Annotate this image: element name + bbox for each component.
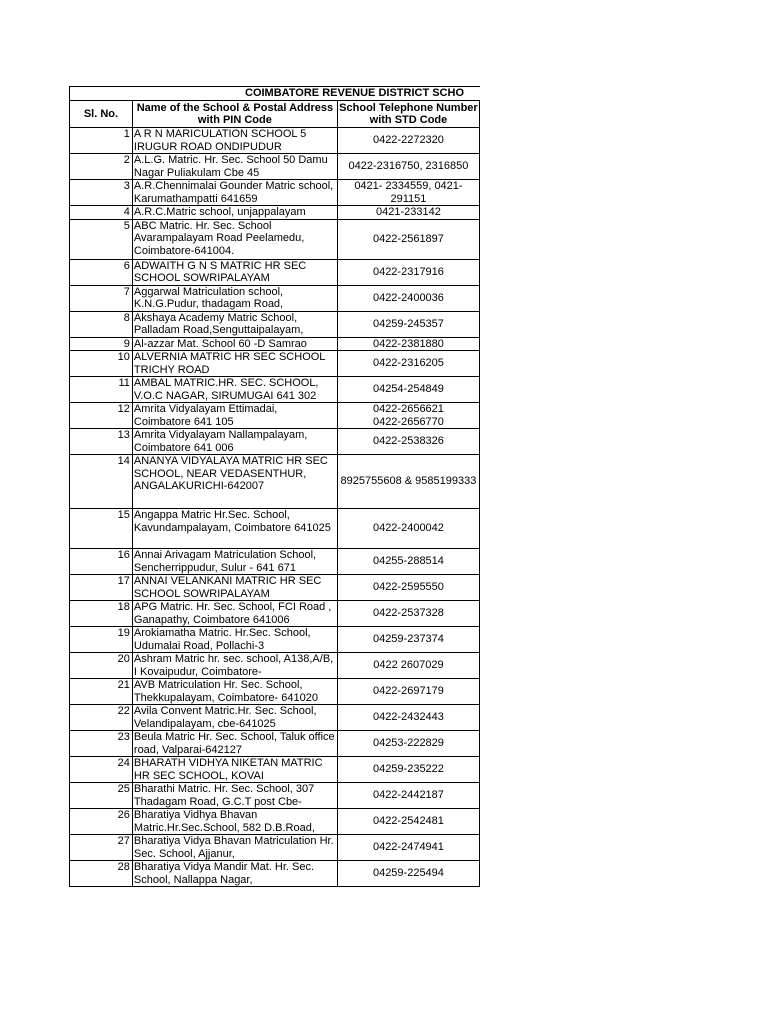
- row-sl-no: 28: [70, 861, 133, 887]
- table-row: [70, 128, 480, 154]
- table-row: [70, 206, 480, 220]
- row-school-name: A.L.G. Matric. Hr. Sec. School 50 Damu Nagar Puliakulam Cbe 45: [132, 154, 337, 180]
- row-school-name: Amrita Vidyalayam Nallampalayam, Coimbatore 641 006: [132, 429, 337, 455]
- table-row: [70, 757, 480, 783]
- row-school-name: Beula Matric Hr. Sec. School, Taluk office road, Valparai-642127: [132, 731, 337, 757]
- table-title: COIMBATORE REVENUE DISTRICT SCHO: [70, 87, 480, 101]
- row-sl-no: 24: [70, 757, 133, 783]
- table-row: [70, 285, 480, 311]
- row-sl-no: 19: [70, 627, 133, 653]
- table-row: [70, 154, 480, 180]
- table-row: [70, 259, 480, 285]
- table-row: [70, 509, 480, 549]
- row-sl-no: 26: [70, 809, 133, 835]
- row-telephone: 04253-222829: [337, 731, 479, 757]
- row-school-name: ANNAI VELANKANI MATRIC HR SEC SCHOOL SOWRIPALAYAM: [132, 575, 337, 601]
- row-sl-no: 15: [70, 509, 133, 549]
- row-telephone: 0421-233142: [337, 206, 479, 220]
- row-sl-no: 10: [70, 351, 133, 377]
- row-telephone: 0422-2317916: [337, 259, 479, 285]
- row-sl-no: 17: [70, 575, 133, 601]
- row-school-name: Akshaya Academy Matric School, Palladam Road,Senguttaipalayam,: [132, 311, 337, 337]
- row-sl-no: 11: [70, 377, 133, 403]
- table-row: [70, 311, 480, 337]
- row-sl-no: 3: [70, 180, 133, 206]
- row-telephone: 0421- 2334559, 0421-291151: [337, 180, 479, 206]
- row-telephone: 04254-254849: [337, 377, 479, 403]
- row-school-name: BHARATH VIDHYA NIKETAN MATRIC HR SEC SCHOOL, KOVAI: [132, 757, 337, 783]
- row-sl-no: 23: [70, 731, 133, 757]
- school-table: [69, 86, 480, 887]
- row-sl-no: 18: [70, 601, 133, 627]
- row-school-name: Ashram Matric hr. sec. school, A138,A/B, I Kovaipudur, Coimbatore-: [132, 653, 337, 679]
- table-row: [70, 219, 480, 259]
- row-sl-no: 4: [70, 206, 133, 220]
- row-telephone: 0422-2474941: [337, 835, 479, 861]
- row-school-name: Bharatiya Vidhya Bhavan Matric.Hr.Sec.School, 582 D.B.Road,: [132, 809, 337, 835]
- table-row: [70, 809, 480, 835]
- row-school-name: ADWAITH G N S MATRIC HR SEC SCHOOL SOWRIPALAYAM: [132, 259, 337, 285]
- row-sl-no: 27: [70, 835, 133, 861]
- row-telephone: 0422-2595550: [337, 575, 479, 601]
- row-school-name: APG Matric. Hr. Sec. School, FCI Road , Ganapathy, Coimbatore 641006: [132, 601, 337, 627]
- header-school-name: Name of the School & Postal Address with PIN Code: [132, 101, 337, 128]
- row-sl-no: 22: [70, 705, 133, 731]
- table-row: [70, 627, 480, 653]
- row-telephone: 0422-2400042: [337, 509, 479, 549]
- row-school-name: Al-azzar Mat. School 60 -D Samrao: [132, 337, 337, 351]
- row-telephone: 0422-2316205: [337, 351, 479, 377]
- table-row: [70, 601, 480, 627]
- table-row: [70, 377, 480, 403]
- table-row: [70, 835, 480, 861]
- row-school-name: AVB Matriculation Hr. Sec. School, Thekkupalayam, Coimbatore- 641020: [132, 679, 337, 705]
- row-school-name: Annai Arivagam Matriculation School, Sencherrippudur, Sulur - 641 671: [132, 549, 337, 575]
- table-body: [70, 128, 480, 887]
- row-sl-no: 6: [70, 259, 133, 285]
- row-school-name: Aggarwal Matriculation school, K.N.G.Pudur, thadagam Road,: [132, 285, 337, 311]
- row-telephone: 0422-2272320: [337, 128, 479, 154]
- row-school-name: Bharathi Matric. Hr. Sec. School, 307 Thadagam Road, G.C.T post Cbe-: [132, 783, 337, 809]
- row-sl-no: 13: [70, 429, 133, 455]
- table-row: [70, 705, 480, 731]
- row-telephone: 0422-2432443: [337, 705, 479, 731]
- row-telephone: 0422-2542481: [337, 809, 479, 835]
- row-telephone: 04259-235222: [337, 757, 479, 783]
- row-sl-no: 16: [70, 549, 133, 575]
- row-telephone: 0422-2537328: [337, 601, 479, 627]
- row-telephone: 04259-245357: [337, 311, 479, 337]
- row-sl-no: 8: [70, 311, 133, 337]
- row-school-name: A.R.Chennimalai Gounder Matric school, Karumathampatti 641659: [132, 180, 337, 206]
- row-school-name: AMBAL MATRIC.HR. SEC. SCHOOL, V.O.C NAGAR, SIRUMUGAI 641 302: [132, 377, 337, 403]
- table-row: [70, 861, 480, 887]
- header-sl-no: Sl. No.: [70, 101, 133, 128]
- row-telephone: 0422-2316750, 2316850: [337, 154, 479, 180]
- table-row: [70, 549, 480, 575]
- table-row: [70, 429, 480, 455]
- row-school-name: A R N MARICULATION SCHOOL 5 IRUGUR ROAD ONDIPUDUR: [132, 128, 337, 154]
- row-sl-no: 14: [70, 455, 133, 509]
- table-row: [70, 679, 480, 705]
- row-school-name: ABC Matric. Hr. Sec. School Avarampalayam Road Peelamedu, Coimbatore-641004.: [132, 219, 337, 259]
- row-school-name: A.R.C.Matric school, unjappalayam: [132, 206, 337, 220]
- row-telephone: 0422-2381880: [337, 337, 479, 351]
- row-telephone: 04259-225494: [337, 861, 479, 887]
- row-sl-no: 2: [70, 154, 133, 180]
- table-row: [70, 351, 480, 377]
- row-telephone: 0422 2607029: [337, 653, 479, 679]
- table-row: [70, 653, 480, 679]
- header-telephone: School Telephone Number with STD Code: [339, 101, 478, 126]
- row-telephone: 04259-237374: [337, 627, 479, 653]
- table-row: [70, 783, 480, 809]
- row-school-name: Arokiamatha Matric. Hr.Sec. School, Udumalai Road, Pollachi-3: [132, 627, 337, 653]
- table-row: [70, 575, 480, 601]
- row-telephone: 04255-288514: [337, 549, 479, 575]
- row-school-name: Avila Convent Matric.Hr. Sec. School, Velandipalayam, cbe-641025: [132, 705, 337, 731]
- row-telephone: 0422-2656621 0422-2656770: [337, 403, 479, 429]
- row-telephone: 0422-2442187: [337, 783, 479, 809]
- row-school-name: Bharatiya Vidya Bhavan Matriculation Hr. Sec. School, Ajjanur,: [132, 835, 337, 861]
- table-row: [70, 455, 480, 509]
- row-sl-no: 21: [70, 679, 133, 705]
- table-row: [70, 731, 480, 757]
- row-sl-no: 25: [70, 783, 133, 809]
- row-sl-no: 5: [70, 219, 133, 259]
- row-telephone: 0422-2697179: [337, 679, 479, 705]
- row-sl-no: 20: [70, 653, 133, 679]
- table-row: [70, 337, 480, 351]
- row-school-name: Bharatiya Vidya Mandir Mat. Hr. Sec. School, Nallappa Nagar,: [132, 861, 337, 887]
- row-sl-no: 1: [70, 128, 133, 154]
- row-sl-no: 9: [70, 337, 133, 351]
- row-telephone: 0422-2400036: [337, 285, 479, 311]
- row-school-name: ALVERNIA MATRIC HR SEC SCHOOL TRICHY ROAD: [132, 351, 337, 377]
- table-row: [70, 403, 480, 429]
- row-sl-no: 12: [70, 403, 133, 429]
- row-school-name: Angappa Matric Hr.Sec. School, Kavundampalayam, Coimbatore 641025: [132, 509, 337, 549]
- table-row: [70, 180, 480, 206]
- row-sl-no: 7: [70, 285, 133, 311]
- row-school-name: Amrita Vidyalayam Ettimadai, Coimbatore 641 105: [132, 403, 337, 429]
- row-school-name: ANANYA VIDYALAYA MATRIC HR SEC SCHOOL, NEAR VEDASENTHUR, ANGALAKURICHI-642007: [132, 455, 337, 509]
- row-telephone: 8925755608 & 9585199333: [337, 455, 479, 509]
- row-telephone: 0422-2561897: [337, 219, 479, 259]
- row-telephone: 0422-2538326: [337, 429, 479, 455]
